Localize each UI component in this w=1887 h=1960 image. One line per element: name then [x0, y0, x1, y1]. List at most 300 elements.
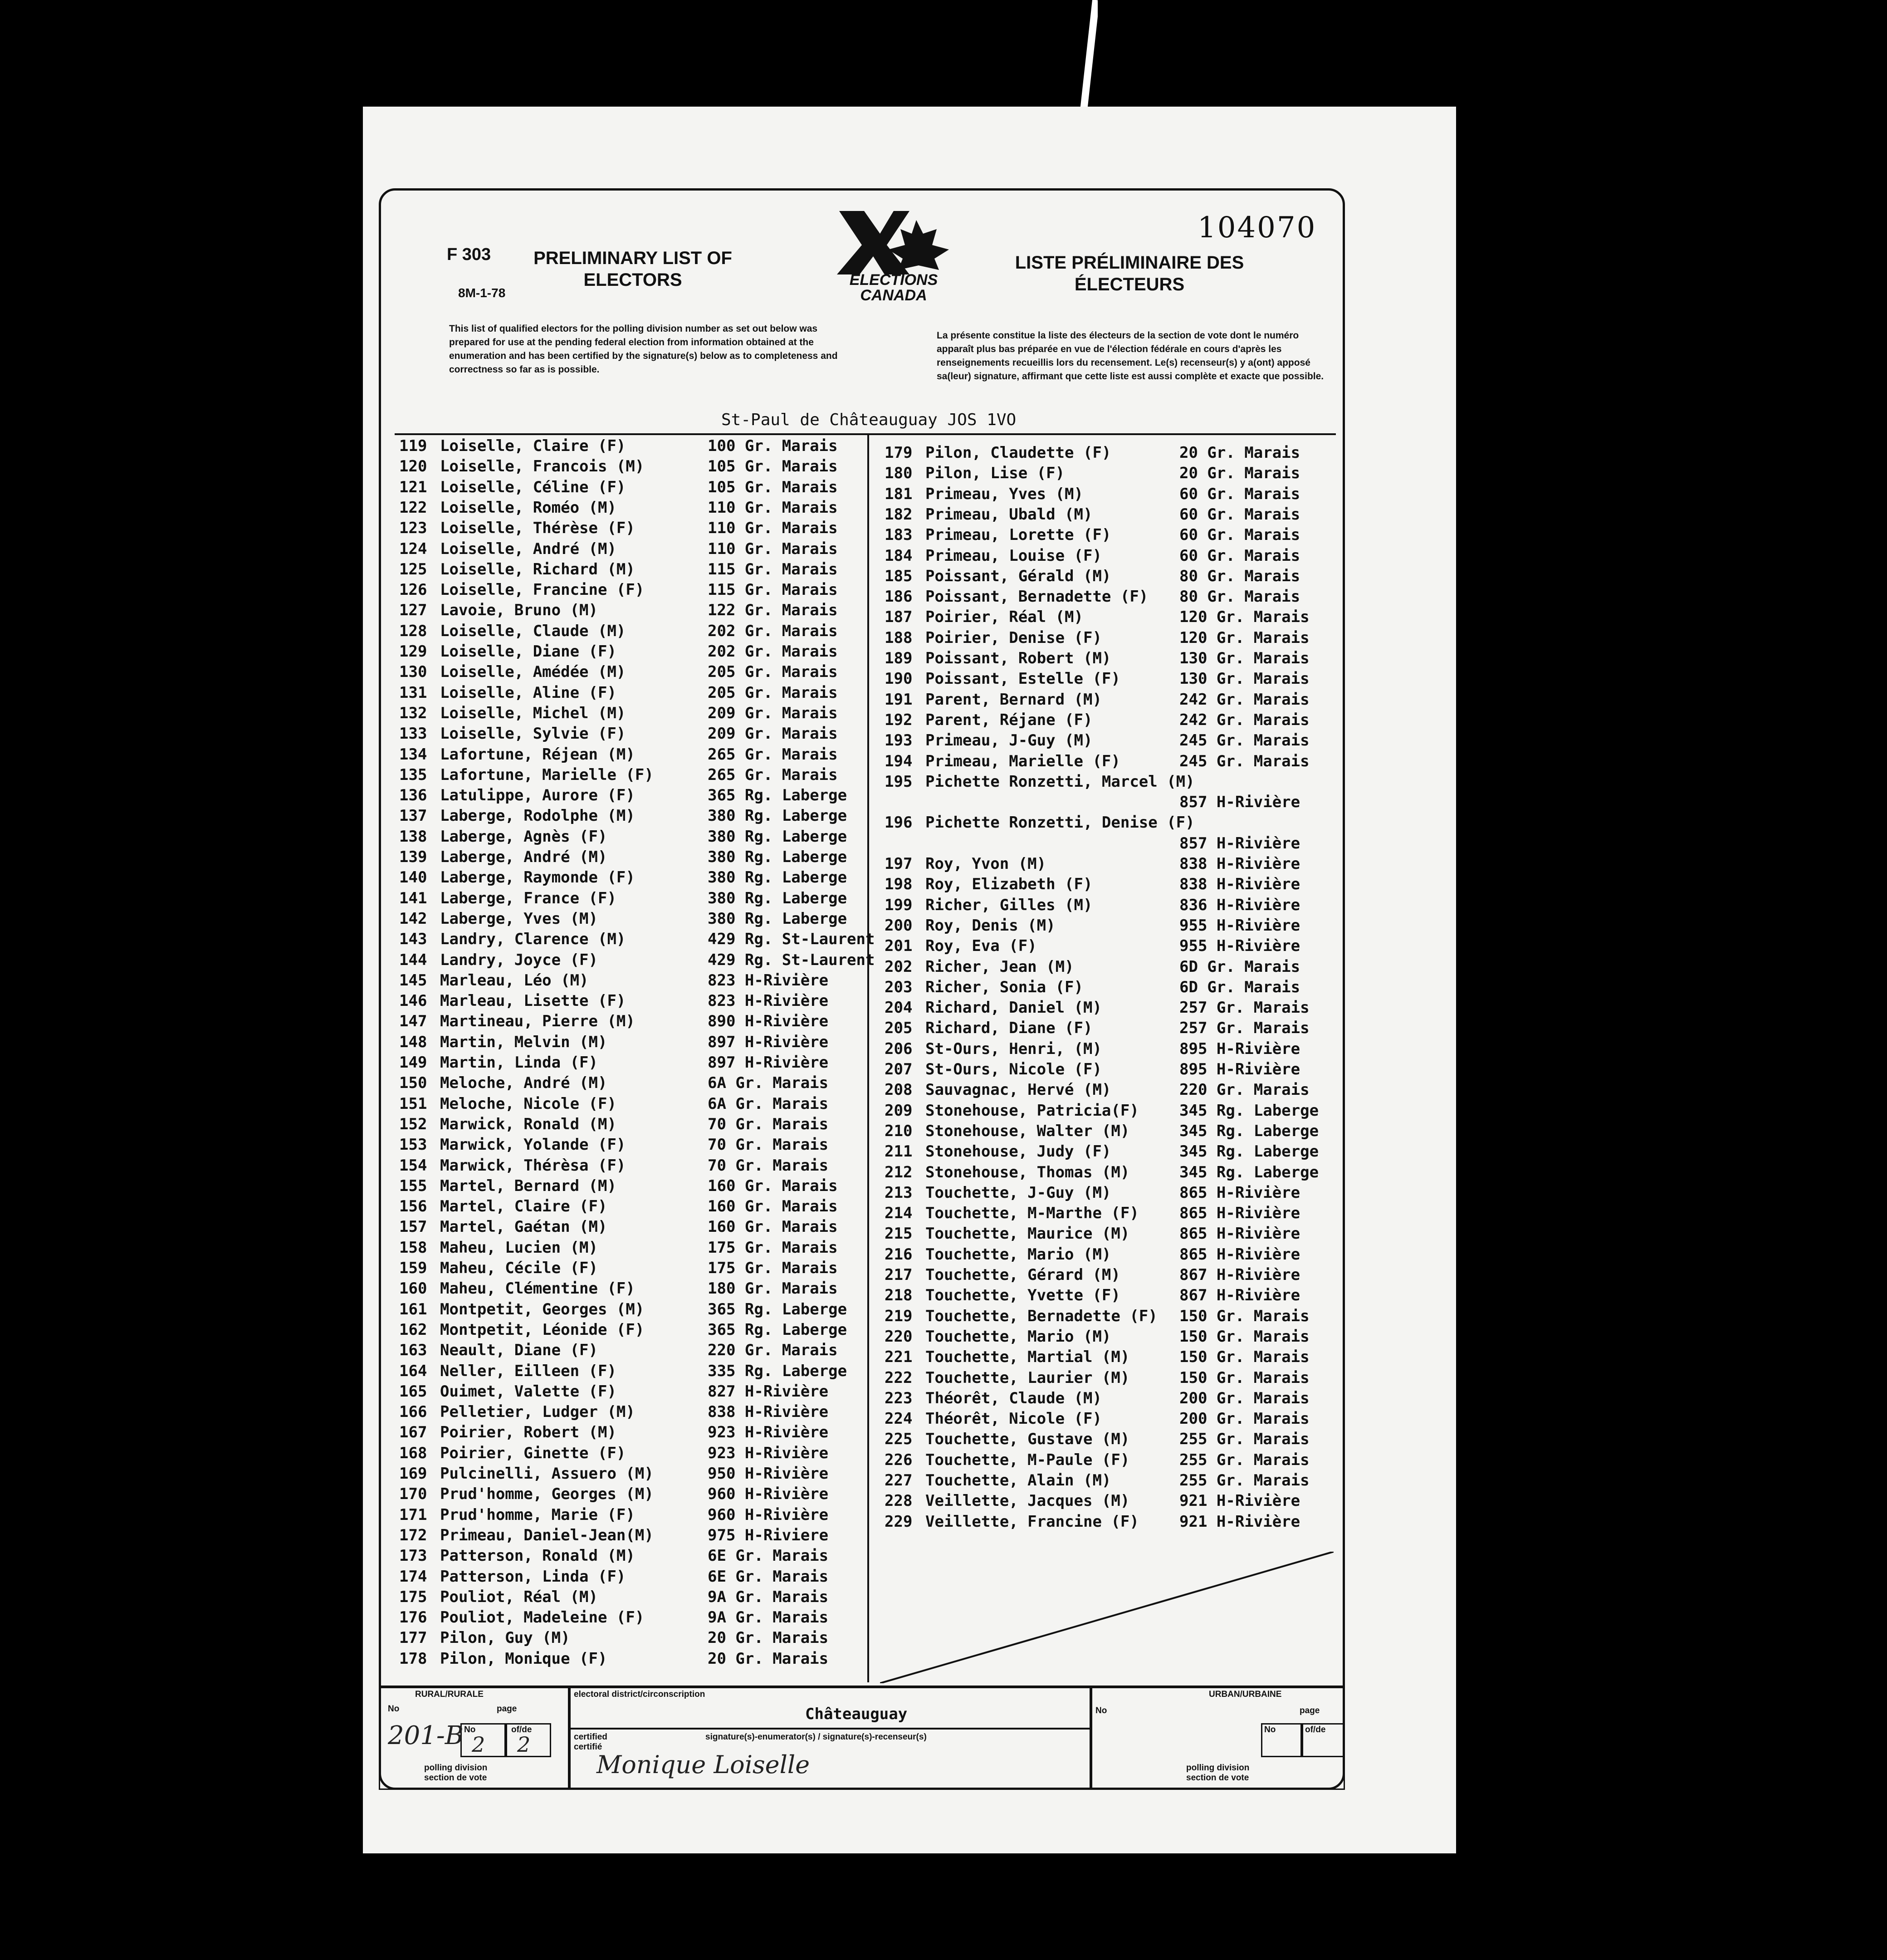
elector-address: 242 Gr. Marais [1179, 710, 1310, 729]
elector-address: 150 Gr. Marais [1179, 1327, 1310, 1346]
elector-address: 838 H-Rivière [1179, 875, 1300, 894]
elector-name: Veillette, Francine (F) [925, 1512, 1139, 1531]
elector-name: Pulcinelli, Assuero (M) [440, 1465, 654, 1483]
elector-number: 193 [885, 731, 913, 750]
elector-number: 229 [885, 1512, 913, 1531]
elector-number: 203 [885, 978, 913, 996]
elector-address: 867 H-Rivière [1179, 1266, 1300, 1284]
elector-number: 169 [399, 1465, 427, 1483]
elector-address: 20 Gr. Marais [1179, 464, 1300, 483]
elector-address: 122 Gr. Marais [708, 601, 838, 620]
elector-address: 255 Gr. Marais [1179, 1471, 1310, 1490]
elector-name: Pilon, Lise (F) [925, 464, 1065, 483]
elector-name: Poissant, Robert (M) [925, 649, 1111, 667]
elector-name: Laberge, Raymonde (F) [440, 868, 635, 887]
elector-number: 222 [885, 1368, 913, 1387]
elector-name: Landry, Clarence (M) [440, 930, 626, 949]
elector-name: Primeau, Louise (F) [925, 546, 1102, 565]
elector-address: 6D Gr. Marais [1179, 978, 1300, 996]
elector-number: 221 [885, 1348, 913, 1367]
elector-number: 138 [399, 827, 427, 846]
elector-address: 130 Gr. Marais [1179, 670, 1310, 688]
elector-number: 182 [885, 505, 913, 524]
elector-address: 380 Rg. Laberge [708, 909, 847, 928]
elector-address: 110 Gr. Marais [708, 539, 838, 558]
elector-address: 60 Gr. Marais [1179, 526, 1300, 544]
elector-address: 365 Rg. Laberge [708, 1300, 847, 1318]
elector-name: Loiselle, Claire (F) [440, 437, 626, 455]
elector-name: Primeau, Lorette (F) [925, 526, 1111, 544]
elector-name: Stonehouse, Walter (M) [925, 1122, 1130, 1140]
elector-name: Stonehouse, Thomas (M) [925, 1163, 1130, 1181]
elector-name: Richard, Daniel (M) [925, 999, 1102, 1017]
cord-strip [1080, 0, 1098, 122]
elector-address: 867 H-Rivière [1179, 1286, 1300, 1305]
elector-name: Roy, Elizabeth (F) [925, 875, 1093, 894]
elector-address: 921 H-Rivière [1179, 1492, 1300, 1510]
elector-address: 897 H-Rivière [708, 1033, 829, 1051]
elector-number: 181 [885, 485, 913, 503]
elector-number: 211 [885, 1142, 913, 1161]
elector-number: 190 [885, 670, 913, 688]
elector-name: Loiselle, Roméo (M) [440, 498, 616, 517]
elector-address: 110 Gr. Marais [708, 519, 838, 538]
elector-number: 185 [885, 567, 913, 585]
elector-number: 163 [399, 1341, 427, 1360]
elector-name: Pelletier, Ludger (M) [440, 1403, 635, 1421]
elector-name: Théorêt, Claude (M) [925, 1389, 1102, 1407]
elector-name: Loiselle, Michel (M) [440, 704, 626, 722]
elector-name: Veillette, Jacques (M) [925, 1492, 1130, 1510]
elector-name: Poissant, Bernadette (F) [925, 588, 1149, 606]
elector-name: Maheu, Clémentine (F) [440, 1279, 635, 1298]
elector-number: 201 [885, 937, 913, 956]
elector-name: Richer, Jean (M) [925, 957, 1074, 976]
elector-name: Touchette, M-Paule (F) [925, 1450, 1130, 1469]
elector-name: Théorêt, Nicole (F) [925, 1410, 1102, 1428]
elector-address: 6D Gr. Marais [1179, 957, 1300, 976]
elector-address: 950 H-Rivière [708, 1465, 829, 1483]
district-rule [569, 1728, 1091, 1730]
elector-number: 194 [885, 752, 913, 770]
elector-number: 192 [885, 710, 913, 729]
polling-division-label: polling division [424, 1763, 488, 1773]
elector-address: 923 H-Rivière [708, 1444, 829, 1462]
elector-name: Poissant, Estelle (F) [925, 670, 1120, 688]
logo-wordmark [832, 272, 955, 303]
elector-name: Poissant, Gérald (M) [925, 567, 1111, 585]
elector-address: 120 Gr. Marais [1179, 628, 1310, 647]
elector-address: 115 Gr. Marais [708, 560, 838, 578]
elector-number: 188 [885, 628, 913, 647]
elector-address: 6E Gr. Marais [708, 1567, 829, 1586]
elector-number: 147 [399, 1012, 427, 1031]
elector-address: 890 H-Rivière [708, 1012, 829, 1031]
elector-name: Touchette, M-Marthe (F) [925, 1204, 1139, 1223]
elector-name: Poirier, Robert (M) [440, 1423, 616, 1442]
elector-number: 167 [399, 1423, 427, 1442]
elector-address: 365 Rg. Laberge [708, 1320, 847, 1339]
elector-address: 175 Gr. Marais [708, 1238, 838, 1257]
elector-address: 865 H-Rivière [1179, 1204, 1300, 1223]
elector-name: Touchette, Bernadette (F) [925, 1307, 1158, 1325]
elector-address: 70 Gr. Marais [708, 1136, 829, 1154]
elector-address: 150 Gr. Marais [1179, 1348, 1310, 1367]
elector-number: 149 [399, 1054, 427, 1072]
elector-address: 960 H-Rivière [708, 1485, 829, 1504]
elector-name: Loiselle, Céline (F) [440, 478, 626, 496]
elector-address: 895 H-Rivière [1179, 1060, 1300, 1078]
elector-name: Laberge, Agnès (F) [440, 827, 607, 846]
title-en-line1: PRELIMINARY LIST OF [533, 248, 732, 268]
elector-number: 217 [885, 1266, 913, 1284]
elector-address: 955 H-Rivière [1179, 916, 1300, 935]
elector-address: 80 Gr. Marais [1179, 567, 1300, 585]
elector-name: Primeau, Marielle (F) [925, 752, 1120, 770]
elector-number: 123 [399, 519, 427, 538]
urban-polling-division-label: polling division [1186, 1763, 1250, 1773]
elector-number: 202 [885, 957, 913, 976]
elector-address: 960 H-Rivière [708, 1505, 829, 1524]
urban-label: URBAN/URBAINE [1209, 1690, 1282, 1699]
elector-address: 955 H-Rivière [1179, 937, 1300, 956]
elector-address: 836 H-Rivière [1179, 896, 1300, 914]
elector-address: 975 H-Riviere [708, 1526, 829, 1544]
elector-name: Primeau, Daniel-Jean(M) [440, 1526, 654, 1544]
closing-diagonal-line [880, 1552, 1334, 1683]
elector-address: 20 Gr. Marais [708, 1629, 829, 1647]
elector-number: 228 [885, 1492, 913, 1510]
elector-address: 257 Gr. Marais [1179, 1019, 1310, 1038]
urban-page-label: page [1300, 1706, 1320, 1715]
elector-address: 150 Gr. Marais [1179, 1307, 1310, 1325]
elector-name: Lavoie, Bruno (M) [440, 601, 598, 620]
elector-number: 180 [885, 464, 913, 483]
elector-address: 838 H-Rivière [1179, 855, 1300, 873]
page-number: 2 [472, 1732, 485, 1757]
elector-number: 153 [399, 1136, 427, 1154]
elector-name: Marleau, Léo (M) [440, 971, 589, 990]
logo-line2: CANADA [860, 287, 927, 304]
elector-name: St-Ours, Henri, (M) [925, 1039, 1102, 1058]
rural-no-label: No [388, 1704, 400, 1714]
elector-address: 380 Rg. Laberge [708, 848, 847, 866]
elector-number: 145 [399, 971, 427, 990]
elector-number: 175 [399, 1588, 427, 1606]
elector-name: Roy, Eva (F) [925, 937, 1037, 956]
elector-name: Martineau, Pierre (M) [440, 1012, 635, 1031]
elector-name: Poirier, Ginette (F) [440, 1444, 626, 1462]
elector-name: Pilon, Guy (M) [440, 1629, 570, 1647]
top-rule [395, 433, 1336, 435]
elector-number: 220 [885, 1327, 913, 1346]
elector-name: Loiselle, Amédée (M) [440, 663, 626, 681]
elector-number: 196 [885, 813, 913, 832]
elector-number: 160 [399, 1279, 427, 1298]
elector-number: 200 [885, 916, 913, 935]
elector-address: 200 Gr. Marais [1179, 1389, 1310, 1407]
elector-name: Pouliot, Madeleine (F) [440, 1608, 645, 1627]
elector-address: 380 Rg. Laberge [708, 889, 847, 907]
elector-number: 213 [885, 1183, 913, 1202]
elector-address: 60 Gr. Marais [1179, 505, 1300, 524]
elector-address: 70 Gr. Marais [708, 1156, 829, 1175]
elector-name: Loiselle, Francois (M) [440, 457, 645, 476]
elector-address: 429 Rg. St-Laurent [708, 930, 875, 949]
elector-address: 897 H-Rivière [708, 1054, 829, 1072]
elector-number: 219 [885, 1307, 913, 1325]
elector-number: 139 [399, 848, 427, 866]
certifie-label: certifié [574, 1742, 602, 1752]
elector-number: 170 [399, 1485, 427, 1504]
elector-name: St-Ours, Nicole (F) [925, 1060, 1102, 1078]
elector-name: Sauvagnac, Hervé (M) [925, 1081, 1111, 1099]
elector-address: 205 Gr. Marais [708, 683, 838, 702]
elector-number: 191 [885, 690, 913, 709]
elector-name: Touchette, Laurier (M) [925, 1368, 1130, 1387]
elector-number: 177 [399, 1629, 427, 1647]
title-fr-line2: ÉLECTEURS [1074, 274, 1185, 294]
elector-address: 202 Gr. Marais [708, 642, 838, 661]
urban-no-label: No [1095, 1706, 1107, 1715]
elector-number: 143 [399, 930, 427, 949]
elector-name: Pichette Ronzetti, Denise (F) [925, 813, 1195, 832]
elector-name: Martel, Claire (F) [440, 1197, 607, 1216]
rural-label: RURAL/RURALE [415, 1690, 484, 1699]
elector-name: Touchette, Gustave (M) [925, 1430, 1130, 1449]
elector-name: Martel, Bernard (M) [440, 1176, 616, 1195]
elector-address: 255 Gr. Marais [1179, 1450, 1310, 1469]
elector-name: Meloche, Nicole (F) [440, 1094, 616, 1113]
elector-name: Primeau, J-Guy (M) [925, 731, 1093, 750]
elector-number: 187 [885, 608, 913, 627]
urban-of-label: of/de [1305, 1725, 1326, 1735]
elector-number: 184 [885, 546, 913, 565]
elector-number: 178 [399, 1649, 427, 1668]
elector-name: Loiselle, Thérèse (F) [440, 519, 635, 538]
section-vote-label: section de vote [424, 1773, 487, 1783]
elector-address: 20 Gr. Marais [1179, 444, 1300, 462]
elector-name: Marwick, Yolande (F) [440, 1136, 626, 1154]
elector-address: 115 Gr. Marais [708, 581, 838, 599]
elector-number: 122 [399, 498, 427, 517]
elector-number: 126 [399, 581, 427, 599]
elector-name: Laberge, André (M) [440, 848, 607, 866]
elector-name: Parent, Réjane (F) [925, 710, 1093, 729]
elector-number: 199 [885, 896, 913, 914]
elector-number: 205 [885, 1019, 913, 1038]
logo-line1: ELECTIONS [849, 271, 938, 289]
elector-address: 6A Gr. Marais [708, 1074, 829, 1093]
elector-address: 150 Gr. Marais [1179, 1368, 1310, 1387]
elector-number: 165 [399, 1382, 427, 1401]
elector-number: 129 [399, 642, 427, 661]
elector-number: 224 [885, 1410, 913, 1428]
elector-number: 173 [399, 1547, 427, 1565]
elector-address: 923 H-Rivière [708, 1423, 829, 1442]
elector-number: 158 [399, 1238, 427, 1257]
elector-number: 130 [399, 663, 427, 681]
elector-address: 202 Gr. Marais [708, 622, 838, 640]
elector-address: 105 Gr. Marais [708, 478, 838, 496]
elector-address: 429 Rg. St-Laurent [708, 951, 875, 969]
elector-name: Marwick, Ronald (M) [440, 1115, 616, 1133]
elector-address: 265 Gr. Marais [708, 745, 838, 764]
elector-name: Martin, Linda (F) [440, 1054, 598, 1072]
elector-number: 157 [399, 1218, 427, 1236]
elector-address: 20 Gr. Marais [708, 1649, 829, 1668]
locality-line: St-Paul de Châteauguay JOS 1VO [721, 411, 1017, 429]
elector-number: 227 [885, 1471, 913, 1490]
elector-number: 179 [885, 444, 913, 462]
elector-number: 148 [399, 1033, 427, 1051]
elector-address: 100 Gr. Marais [708, 437, 838, 455]
elector-address: 160 Gr. Marais [708, 1176, 838, 1195]
title-fr-line1: LISTE PRÉLIMINAIRE DES [1015, 253, 1244, 273]
elector-number: 150 [399, 1074, 427, 1093]
elector-address: 70 Gr. Marais [708, 1115, 829, 1133]
elector-address: 120 Gr. Marais [1179, 608, 1310, 627]
elector-number: 208 [885, 1081, 913, 1099]
elector-name: Loiselle, Sylvie (F) [440, 725, 626, 743]
elector-address: 345 Rg. Laberge [1179, 1142, 1319, 1161]
elector-name: Touchette, Maurice (M) [925, 1225, 1130, 1243]
elector-number: 174 [399, 1567, 427, 1586]
form-date: 8M-1-78 [458, 286, 506, 300]
elector-name: Prud'homme, Marie (F) [440, 1505, 635, 1524]
signature-label: signature(s)-enumerator(s) / signature(s)-recenseur(s) [705, 1732, 927, 1742]
elector-name: Ouimet, Valette (F) [440, 1382, 616, 1401]
elector-name: Lafortune, Marielle (F) [440, 765, 654, 784]
elector-address: 6A Gr. Marais [708, 1094, 829, 1113]
elector-number: 206 [885, 1039, 913, 1058]
elector-name: Stonehouse, Patricia(F) [925, 1101, 1139, 1120]
elector-name: Lafortune, Réjean (M) [440, 745, 635, 764]
elector-address: 380 Rg. Laberge [708, 827, 847, 846]
elector-name: Marwick, Thérèsa (F) [440, 1156, 626, 1175]
elector-address: 80 Gr. Marais [1179, 588, 1300, 606]
elector-number: 176 [399, 1608, 427, 1627]
title-french [998, 252, 1261, 295]
elector-address: 823 H-Rivière [708, 971, 829, 990]
elector-address: 857 H-Rivière [1179, 793, 1300, 812]
elector-name: Loiselle, Claude (M) [440, 622, 626, 640]
elector-name: Touchette, Alain (M) [925, 1471, 1111, 1490]
elector-number: 210 [885, 1122, 913, 1140]
elector-name: Marleau, Lisette (F) [440, 992, 626, 1010]
column-divider [867, 435, 869, 1682]
elector-address: 60 Gr. Marais [1179, 546, 1300, 565]
elector-name: Loiselle, Francine (F) [440, 581, 645, 599]
elector-address: 220 Gr. Marais [1179, 1081, 1310, 1099]
elector-name: Richard, Diane (F) [925, 1019, 1093, 1038]
elector-number: 135 [399, 765, 427, 784]
elector-number: 133 [399, 725, 427, 743]
elector-name: Loiselle, Diane (F) [440, 642, 616, 661]
elector-number: 141 [399, 889, 427, 907]
elector-name: Stonehouse, Judy (F) [925, 1142, 1111, 1161]
elector-name: Neller, Eilleen (F) [440, 1362, 616, 1380]
elector-number: 216 [885, 1245, 913, 1264]
elector-number: 166 [399, 1403, 427, 1421]
elector-address: 105 Gr. Marais [708, 457, 838, 476]
elector-number: 204 [885, 999, 913, 1017]
elector-name: Montpetit, Léonide (F) [440, 1320, 645, 1339]
elector-name: Landry, Joyce (F) [440, 951, 598, 969]
elector-number: 164 [399, 1362, 427, 1380]
elector-number: 197 [885, 855, 913, 873]
elector-number: 151 [399, 1094, 427, 1113]
elector-address: 209 Gr. Marais [708, 725, 838, 743]
elector-name: Montpetit, Georges (M) [440, 1300, 645, 1318]
elector-name: Primeau, Ubald (M) [925, 505, 1093, 524]
elector-address: 345 Rg. Laberge [1179, 1122, 1319, 1140]
elector-address: 865 H-Rivière [1179, 1183, 1300, 1202]
page-total: 2 [517, 1732, 531, 1757]
elector-name: Loiselle, Aline (F) [440, 683, 616, 702]
elector-number: 154 [399, 1156, 427, 1175]
elector-name: Touchette, Mario (M) [925, 1245, 1111, 1264]
elector-name: Touchette, Mario (M) [925, 1327, 1111, 1346]
elector-number: 207 [885, 1060, 913, 1078]
elector-address: 209 Gr. Marais [708, 704, 838, 722]
elector-address: 257 Gr. Marais [1179, 999, 1310, 1017]
elector-address: 838 H-Rivière [708, 1403, 829, 1421]
elector-address: 857 H-Rivière [1179, 834, 1300, 853]
intro-text-english: This list of qualified electors for the polling division number as set out below was prepared for use at the pending federal election from information obtained at the enumeration and has been certified by the signature(s) below as to completeness and correctness so far as is possible. [449, 323, 838, 375]
elector-address: 242 Gr. Marais [1179, 690, 1310, 709]
elector-name: Neault, Diane (F) [440, 1341, 598, 1360]
elector-name: Loiselle, André (M) [440, 539, 616, 558]
elector-address: 255 Gr. Marais [1179, 1430, 1310, 1449]
elector-number: 212 [885, 1163, 913, 1181]
elector-name: Pilon, Monique (F) [440, 1649, 607, 1668]
elector-address: 827 H-Rivière [708, 1382, 829, 1401]
elector-name: Maheu, Cécile (F) [440, 1259, 598, 1277]
elector-address: 110 Gr. Marais [708, 498, 838, 517]
elector-address: 823 H-Rivière [708, 992, 829, 1010]
elector-number: 134 [399, 745, 427, 764]
elector-address: 335 Rg. Laberge [708, 1362, 847, 1380]
form-footer [379, 1687, 1345, 1790]
elector-number: 124 [399, 539, 427, 558]
elector-name: Patterson, Ronald (M) [440, 1547, 635, 1565]
elector-number: 120 [399, 457, 427, 476]
form-code: F 303 [447, 245, 491, 264]
elector-name: Primeau, Yves (M) [925, 485, 1083, 503]
elector-address: 9A Gr. Marais [708, 1588, 829, 1606]
elector-address: 380 Rg. Laberge [708, 807, 847, 825]
elector-address: 160 Gr. Marais [708, 1218, 838, 1236]
elector-number: 162 [399, 1320, 427, 1339]
elector-address: 365 Rg. Laberge [708, 786, 847, 805]
elector-number: 171 [399, 1505, 427, 1524]
elector-name: Poirier, Denise (F) [925, 628, 1102, 647]
elector-name: Laberge, France (F) [440, 889, 616, 907]
elector-name: Meloche, André (M) [440, 1074, 607, 1093]
elector-name: Parent, Bernard (M) [925, 690, 1102, 709]
elector-name: Laberge, Yves (M) [440, 909, 598, 928]
elector-number: 127 [399, 601, 427, 620]
elector-name: Touchette, J-Guy (M) [925, 1183, 1111, 1202]
elector-number: 209 [885, 1101, 913, 1120]
polling-number: 201-B [388, 1721, 464, 1750]
elector-address: 245 Gr. Marais [1179, 752, 1310, 770]
elector-number: 144 [399, 951, 427, 969]
elector-number: 198 [885, 875, 913, 894]
elector-number: 119 [399, 437, 427, 455]
urban-section-vote-label: section de vote [1186, 1773, 1249, 1783]
